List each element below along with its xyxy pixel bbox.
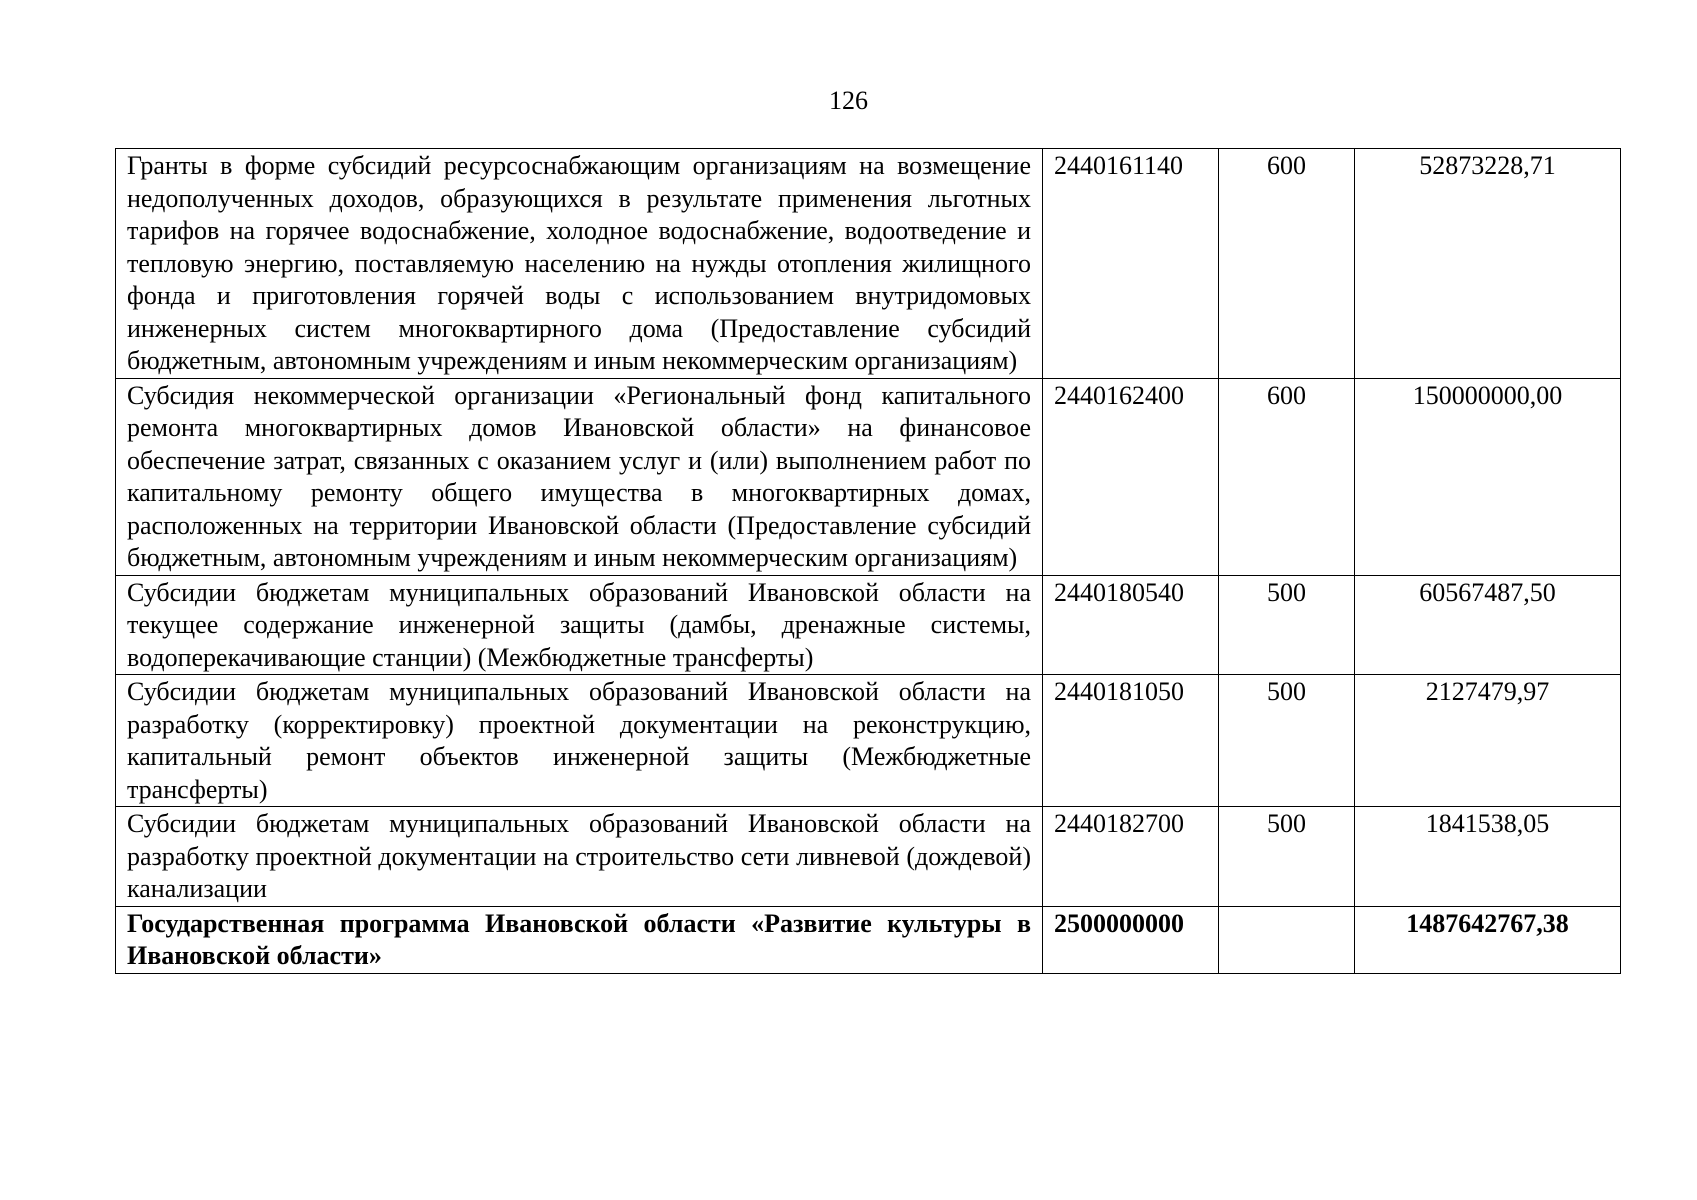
row-name: Субсидии бюджетам муниципальных образований Ивановской области на текущее содержание инженерной защиты (дамбы, дренажные системы, водоперекачивающие станции) (Межбюджетные трансферты) xyxy=(116,575,1043,675)
table-row xyxy=(116,575,1621,675)
row-code: 2440182700 xyxy=(1043,807,1219,907)
program-total-row xyxy=(116,906,1621,973)
row-name: Государственная программа Ивановской области «Развитие культуры в Ивановской области» xyxy=(116,906,1043,973)
row-sum: 60567487,50 xyxy=(1355,575,1621,675)
row-code: 2500000000 xyxy=(1043,906,1219,973)
row-code: 2440162400 xyxy=(1043,378,1219,575)
row-name: Субсидии бюджетам муниципальных образований Ивановской области на разработку проектной документации на строительство сети ливневой (дождевой) канализации xyxy=(116,807,1043,907)
row-type: 600 xyxy=(1219,378,1355,575)
row-name: Гранты в форме субсидий ресурсоснабжающим организациям на возмещение недополученных доходов, образующихся в результате применения льготных тарифов на горячее водоснабжение, холодное водоснабжение, водоотведение и тепловую энергию, поставляемую населению на нужды отопления жилищного фонда и приготовления горячей воды с использованием внутридомовых инженерных систем многоквартирного дома (Предоставление субсидий бюджетным, автономным учреждениям и иным некоммерческим организациям) xyxy=(116,149,1043,379)
row-type: 600 xyxy=(1219,149,1355,379)
budget-table xyxy=(115,148,1621,974)
row-sum: 2127479,97 xyxy=(1355,675,1621,807)
row-type xyxy=(1219,906,1355,973)
page-number: 126 xyxy=(829,86,868,115)
table-row xyxy=(116,378,1621,575)
row-name: Субсидии бюджетам муниципальных образований Ивановской области на разработку (корректировку) проектной документации на реконструкцию, капитальный ремонт объектов инженерной защиты (Межбюджетные трансферты) xyxy=(116,675,1043,807)
table-row xyxy=(116,675,1621,807)
row-name: Субсидия некоммерческой организации «Региональный фонд капитального ремонта многоквартирных домов Ивановской области» на финансовое обеспечение затрат, связанных с оказанием услуг и (или) выполнением работ по капитальному ремонту общего имущества в многоквартирных домах, расположенных на территории Ивановской области (Предоставление субсидий бюджетным, автономным учреждениям и иным некоммерческим организациям) xyxy=(116,378,1043,575)
table-row xyxy=(116,149,1621,379)
row-sum: 150000000,00 xyxy=(1355,378,1621,575)
row-sum: 52873228,71 xyxy=(1355,149,1621,379)
row-type: 500 xyxy=(1219,807,1355,907)
row-code: 2440181050 xyxy=(1043,675,1219,807)
row-sum: 1841538,05 xyxy=(1355,807,1621,907)
row-type: 500 xyxy=(1219,575,1355,675)
row-type: 500 xyxy=(1219,675,1355,807)
row-sum: 1487642767,38 xyxy=(1355,906,1621,973)
row-code: 2440161140 xyxy=(1043,149,1219,379)
row-code: 2440180540 xyxy=(1043,575,1219,675)
table-row xyxy=(116,807,1621,907)
